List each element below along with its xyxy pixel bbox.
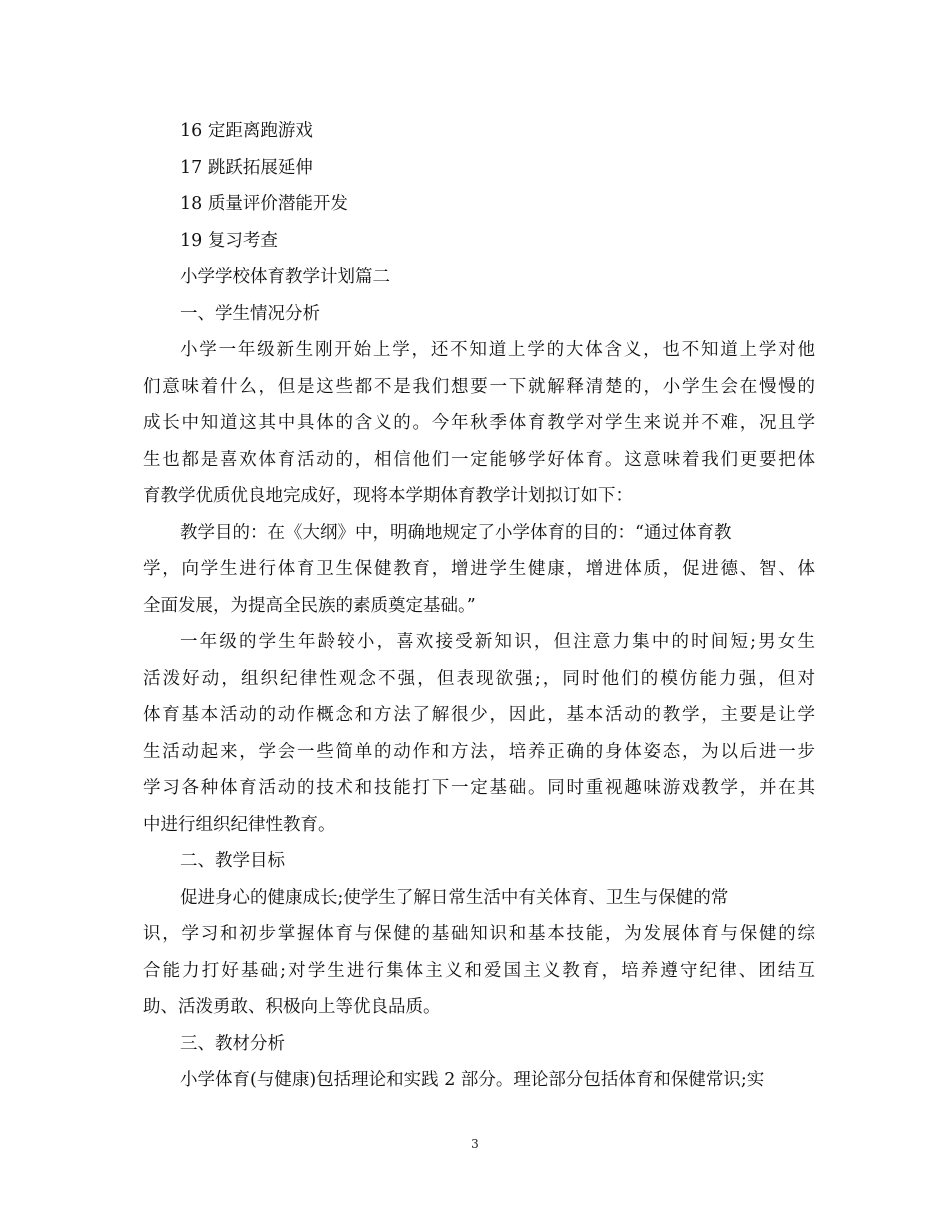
paragraph-line: 小学体育(与健康)包括理论和实践 2 部分。理论部分包括体育和保健常识;实 [180,1070,765,1090]
paragraph-line: 小学一年级新生刚开始上学，还不知道上学的大体含义，也不知道上学对他 [180,340,815,360]
paragraph-student-analysis [143,332,815,515]
list-item: 19 复习考查 [180,230,278,251]
paragraph-line: 生活动起来，学会一些简单的动作和方法，培养正确的身体姿态，为以后进一步 [143,741,815,762]
paragraph-textbook-analysis [143,1062,815,1099]
paragraph-line: 合能力打好基础;对学生进行集体主义和爱国主义教育，培养遵守纪律、团结互 [143,960,815,981]
paragraph-teaching-goals [143,880,815,1026]
paragraph-line: 成长中知道这其中具体的含义的。今年秋季体育教学对学生来说并不难，况且学 [143,413,815,433]
paragraph-line: 促进身心的健康成长;使学生了解日常生活中有关体育、卫生与保健的常 [180,887,729,908]
paragraph-line: 学习各种体育活动的技术和技能打下一定基础。同时重视趣味游戏教学，并在其 [143,778,815,798]
paragraph-line: 们意味着什么，但是这些都不是我们想要一下就解释清楚的，小学生会在慢慢的 [143,376,815,397]
section-title: 小学学校体育教学计划篇二 [180,267,390,287]
paragraph-line: 中进行组织纪律性教育。 [143,814,336,835]
paragraph-line: 一年级的学生年龄较小，喜欢接受新知识，但注意力集中的时间短;男女生 [180,632,815,652]
document-body [143,113,815,1099]
heading-student-analysis: 一、学生情况分析 [180,303,320,324]
paragraph-line: 体育基本活动的动作概念和方法了解很少，因此，基本活动的教学，主要是让学 [143,705,815,725]
list-item: 16 定距离跑游戏 [180,121,313,141]
paragraph-line: 识，学习和初步掌握体育与保健的基础知识和基本技能，为发展体育与保健的综 [143,924,815,944]
paragraph-teaching-purpose [143,515,815,625]
heading-textbook-analysis: 三、教材分析 [180,1033,285,1054]
heading-teaching-goals: 二、教学目标 [180,851,285,871]
paragraph-line: 全面发展，为提高全民族的素质奠定基础。” [143,595,476,616]
paragraph-line: 助、活泼勇敢、积极向上等优良品质。 [143,997,441,1017]
list-item: 17 跳跃拓展延伸 [180,157,313,178]
paragraph-line: 育教学优质优良地完成好，现将本学期体育教学计划拟订如下： [143,486,633,506]
paragraph-line: 生也都是喜欢体育活动的，相信他们一定能够学好体育。这意味着我们更要把体 [143,449,815,470]
paragraph-grade-one-students [143,624,815,843]
paragraph-line: 活泼好动，组织纪律性观念不强，但表现欲强;，同时他们的模仿能力强，但对 [143,668,815,689]
list-item: 18 质量评价潜能开发 [180,194,348,214]
paragraph-line: 学，向学生进行体育卫生保健教育，增进学生健康，增进体质，促进德、智、体 [143,559,815,579]
paragraph-line: 教学目的：在《大纲》中，明确地规定了小学体育的目的：“通过体育教 [180,522,732,543]
page-number: 3 [471,1137,479,1151]
